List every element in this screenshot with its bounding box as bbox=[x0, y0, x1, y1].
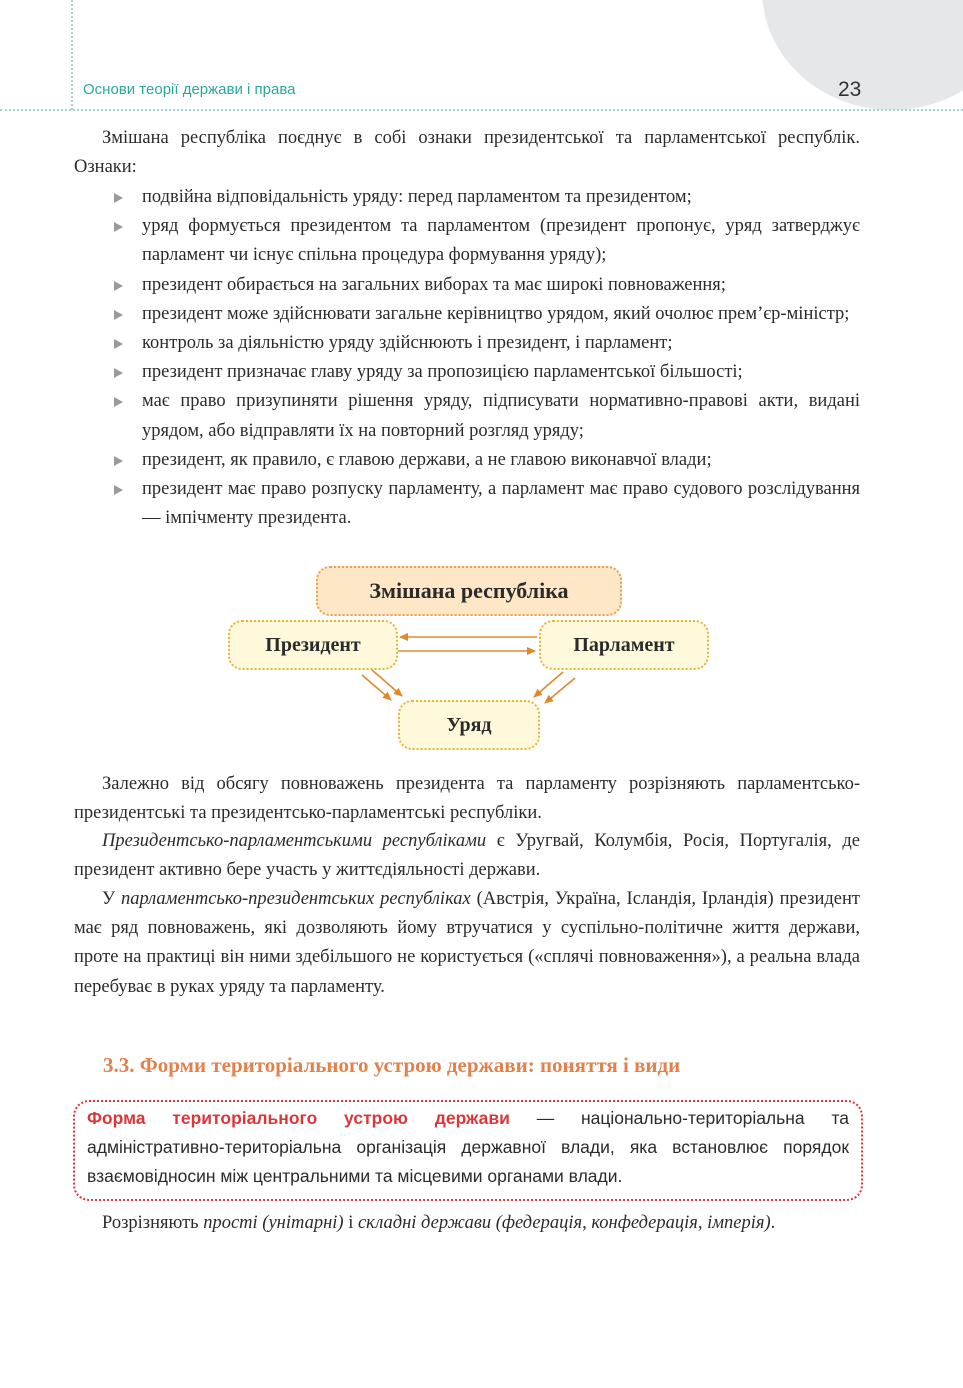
list-item: президент призначає главу уряду за пропозицією парламентської більшості; bbox=[110, 358, 860, 387]
arrow-president-to-government-2 bbox=[372, 670, 402, 696]
italic-term: складні держави (федерація, конфедерація, імперія) bbox=[357, 1213, 771, 1233]
paragraph-text: Розрізняють bbox=[102, 1213, 204, 1233]
section-heading: 3.3. Форми територіального устрою держави: поняття і види bbox=[103, 1053, 681, 1077]
paragraph-presidential-parliamentary bbox=[74, 827, 860, 885]
list-item: президент може здійснювати загальне керівництво урядом, який очолює прем’єр-міністр; bbox=[110, 300, 860, 329]
paragraph-text: і bbox=[343, 1213, 358, 1233]
paragraph-text: є Уругвай, Колумбія, Росія, Португалія, де президент активно бере участь у життєдіяльності держави. bbox=[74, 831, 860, 881]
diagram-parliament-box: Парламент bbox=[539, 620, 709, 670]
arrow-parliament-to-government-1 bbox=[534, 672, 563, 697]
definition-text: — національно-територіальна та адміністративно-територіальна організація державної влади, яка встановлює порядок взаємовідносин між центральними та місцевими органами влади. bbox=[87, 1108, 849, 1186]
list-item: подвійна відповідальність уряду: перед парламентом та президентом; bbox=[110, 183, 860, 212]
closing-paragraph bbox=[74, 1209, 860, 1238]
running-title: Основи теорії держави і права bbox=[83, 81, 296, 98]
italic-term: прості (унітарні) bbox=[203, 1213, 344, 1233]
paragraph-text: . bbox=[770, 1213, 776, 1233]
list-item: має право призупиняти рішення уряду, підписувати нормативно-правові акти, видані урядом, або відправляти їх на повторний розгляд уряду; bbox=[110, 387, 860, 445]
arrow-president-to-government-1 bbox=[362, 675, 391, 700]
list-item: президент має право розпуску парламенту, а парламент має право судового розслідування — імпічменту президента. bbox=[110, 475, 860, 533]
list-item: уряд формується президентом та парламентом (президент пропонує, уряд затверджує парламент чи існує спільна процедура формування уряду); bbox=[110, 212, 860, 270]
paragraph-text: У bbox=[102, 889, 122, 909]
definition-term: Форма територіального устрою держави bbox=[87, 1108, 510, 1128]
list-item: контроль за діяльністю уряду здійснюють і президент, і парламент; bbox=[110, 329, 860, 358]
diagram-government-box: Уряд bbox=[398, 700, 540, 750]
paragraph-parliamentary-presidential bbox=[74, 885, 860, 1002]
list-item: президент обирається на загальних виборах та має широкі повноваження; bbox=[110, 271, 860, 300]
italic-term: Президентсько-парламентськими республіками bbox=[102, 831, 487, 851]
page-number: 23 bbox=[838, 78, 862, 101]
definition-box bbox=[73, 1100, 863, 1201]
paragraph-republic-types: Залежно від обсягу повноважень президента та парламенту розрізняють парламентсько-президентські та президентсько-парламентські республіки. bbox=[74, 774, 860, 824]
italic-term: парламентсько-президентських республіках bbox=[121, 889, 471, 909]
paragraph-text: (Австрія, Україна, Ісландія, Ірландія) президент має ряд повноважень, які дозволяють йому втручатися у суспільно-політичне життя держави, проте на практиці він ними здебільшого не користується («сплячі повноваження»), а реальна влада перебуває в руках уряду та парламенту. bbox=[74, 889, 860, 997]
diagram-title-box: Змішана республіка bbox=[316, 566, 622, 616]
arrow-parliament-to-government-2 bbox=[545, 678, 575, 703]
list-item: президент, як правило, є главою держави, а не главою виконавчої влади; bbox=[110, 446, 860, 475]
intro-paragraph: Змішана республіка поєднує в собі ознаки президентської та парламентської республік. Ознаки: bbox=[74, 128, 860, 178]
diagram-president-box: Президент bbox=[228, 620, 398, 670]
